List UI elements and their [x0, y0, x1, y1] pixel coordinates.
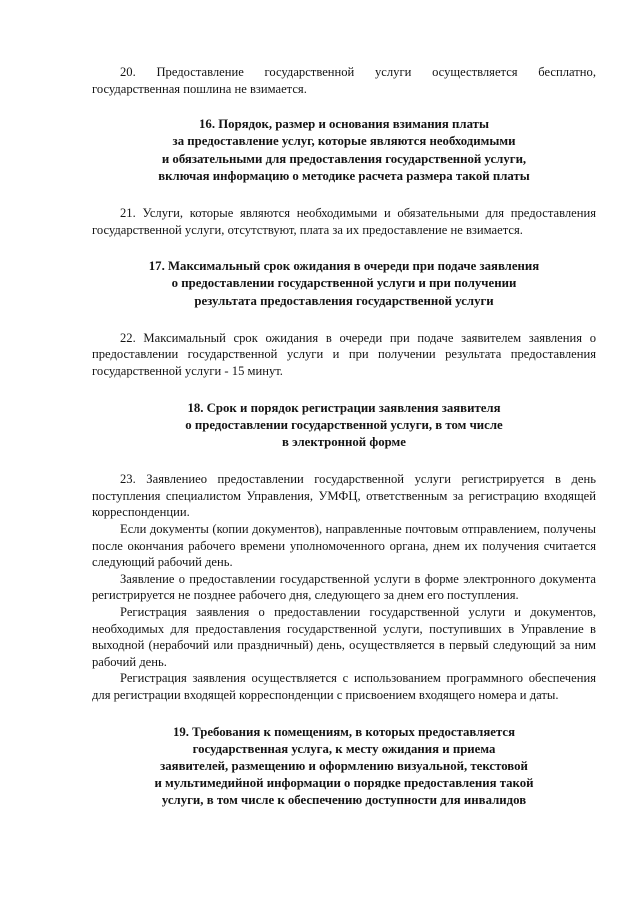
heading-19-line-2: государственная услуга, к месту ожидания и приема: [192, 741, 496, 756]
paragraph-23-postal: Если документы (копии документов), направленные почтовым отправлением, получены после окончания рабочего времени уполномоченного органа, днем их получения считается следующий рабочий день.: [92, 521, 596, 570]
heading-17-line-3: результата предоставления государственной услуги: [194, 293, 494, 308]
heading-19-line-5: услуги, в том числе к обеспечению доступности для инвалидов: [161, 793, 527, 808]
heading-16-line-1: 16. Порядок, размер и основания взимания платы: [199, 117, 489, 132]
paragraph-21: 21. Услуги, которые являются необходимыми и обязательными для предоставления государственной услуги, отсутствуют, плата за их предоставление не взимается.: [92, 206, 596, 237]
heading-18-line-1: 18. Срок и порядок регистрации заявления заявителя: [187, 400, 501, 415]
heading-17-line-2: о предоставлении государственной услуги и при получении: [171, 276, 517, 291]
heading-18-line-2: о предоставлении государственной услуги, в том числе: [185, 417, 503, 432]
paragraph-20: 20. Предоставление государственной услуги осуществляется бесплатно, государственная пошлина не взимается.: [92, 65, 596, 96]
heading-16-line-3: и обязательными для предоставления государственной услуги,: [161, 151, 527, 166]
heading-16: [92, 116, 596, 185]
heading-17: [92, 258, 596, 310]
paragraph-22: 22. Максимальный срок ожидания в очереди при подаче заявителем заявления о предоставлении государственной услуги и при получении результата предоставления государственной услуги - 15 минут.: [92, 330, 596, 378]
heading-19: [92, 724, 596, 810]
heading-19-line-4: и мультимедийной информации о порядке предоставления такой: [154, 776, 534, 791]
paragraph-23-electronic: Заявление о предоставлении государственной услуги в форме электронного документа регистрируется не позднее рабочего дня, следующего за днем его поступления.: [92, 571, 596, 603]
heading-17-line-1: 17. Максимальный срок ожидания в очереди при подаче заявления: [148, 259, 540, 274]
heading-18-line-3: в электронной форме: [282, 434, 406, 449]
heading-16-line-2: за предоставление услуг, которые являются необходимыми: [172, 134, 516, 149]
paragraph-23-weekend: Регистрация заявления о предоставлении государственной услуги и документов, необходимых для предоставления государственной услуги, поступивших в Управление в выходной (нерабочий или праздничный) день, осуществляется в первый следующий за ним рабочий день.: [92, 604, 596, 669]
heading-19-line-1: 19. Требования к помещениям, в которых предоставляется: [172, 724, 516, 739]
heading-18: [92, 400, 596, 452]
heading-19-line-3: заявителей, размещению и оформлению визуальной, текстовой: [160, 758, 528, 773]
paragraph-23-software: Регистрация заявления осуществляется с использованием программного обеспечения для регистрации входящей корреспонденции с присвоением входящего номера и даты.: [92, 671, 596, 702]
heading-16-line-4: включая информацию о методике расчета размера такой платы: [158, 168, 530, 183]
paragraph-23: 23. Заявлениео предоставлении государственной услуги регистрируется в день поступления специалистом Управления, УМФЦ, ответственным за регистрацию входящей корреспонденции.: [92, 472, 596, 520]
